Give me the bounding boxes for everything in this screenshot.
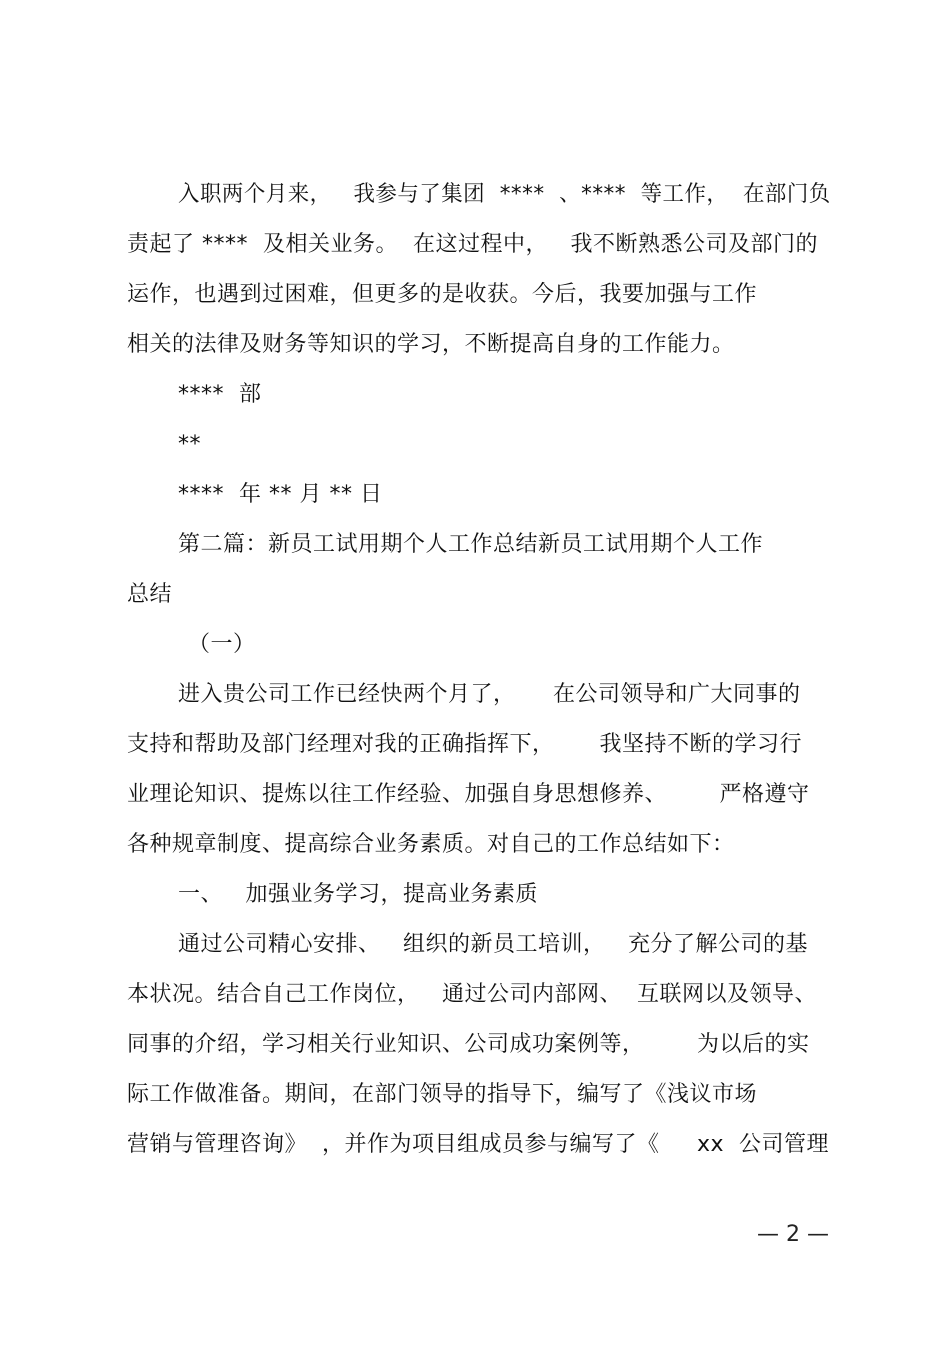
line-15-subheading: 一、 加强业务学习，提高业务素质 [178, 882, 538, 907]
line-06-name: ** [178, 432, 201, 457]
line-13: 业理论知识、提炼以往工作经验、加强自身思想修养、 严格遵守 [127, 782, 810, 807]
line-05-department: **** 部 [178, 382, 262, 407]
line-16: 通过公司精心安排、 组织的新员工培训， 充分了解公司的基 [178, 932, 808, 957]
line-01: 入职两个月来， 我参与了集团 **** 、**** 等工作， 在部门负 [178, 182, 831, 207]
line-14: 各种规章制度、提高综合业务素质。对自己的工作总结如下： [127, 832, 735, 857]
line-18: 同事的介绍，学习相关行业知识、公司成功案例等， 为以后的实 [127, 1032, 810, 1057]
line-12: 支持和帮助及部门经理对我的正确指挥下， 我坚持不断的学习行 [127, 732, 802, 757]
line-20: 营销与管理咨询》 ，并作为项目组成员参与编写了《 xx 公司管理 [127, 1132, 829, 1157]
line-07-date: **** 年 ** 月 ** 日 [178, 482, 383, 507]
line-02: 责起了 **** 及相关业务。 在这过程中， 我不断熟悉公司及部门的 [127, 232, 818, 257]
line-19: 际工作做准备。期间，在部门领导的指导下，编写了《浅议市场 [127, 1082, 758, 1107]
page-number: — 2 — [757, 1222, 829, 1247]
line-10-part-heading: （一） [188, 632, 256, 657]
line-09-section-title-cont: 总结 [127, 582, 173, 607]
line-03: 运作，也遇到过困难，但更多的是收获。今后，我要加强与工作 [127, 282, 758, 307]
line-08-section-title: 第二篇：新员工试用期个人工作总结新员工试用期个人工作 [178, 532, 764, 557]
line-17: 本状况。结合自己工作岗位， 通过公司内部网、 互联网以及领导、 [127, 982, 817, 1007]
line-04: 相关的法律及财务等知识的学习，不断提高自身的工作能力。 [127, 332, 735, 357]
line-11: 进入贵公司工作已经快两个月了， 在公司领导和广大同事的 [178, 682, 801, 707]
